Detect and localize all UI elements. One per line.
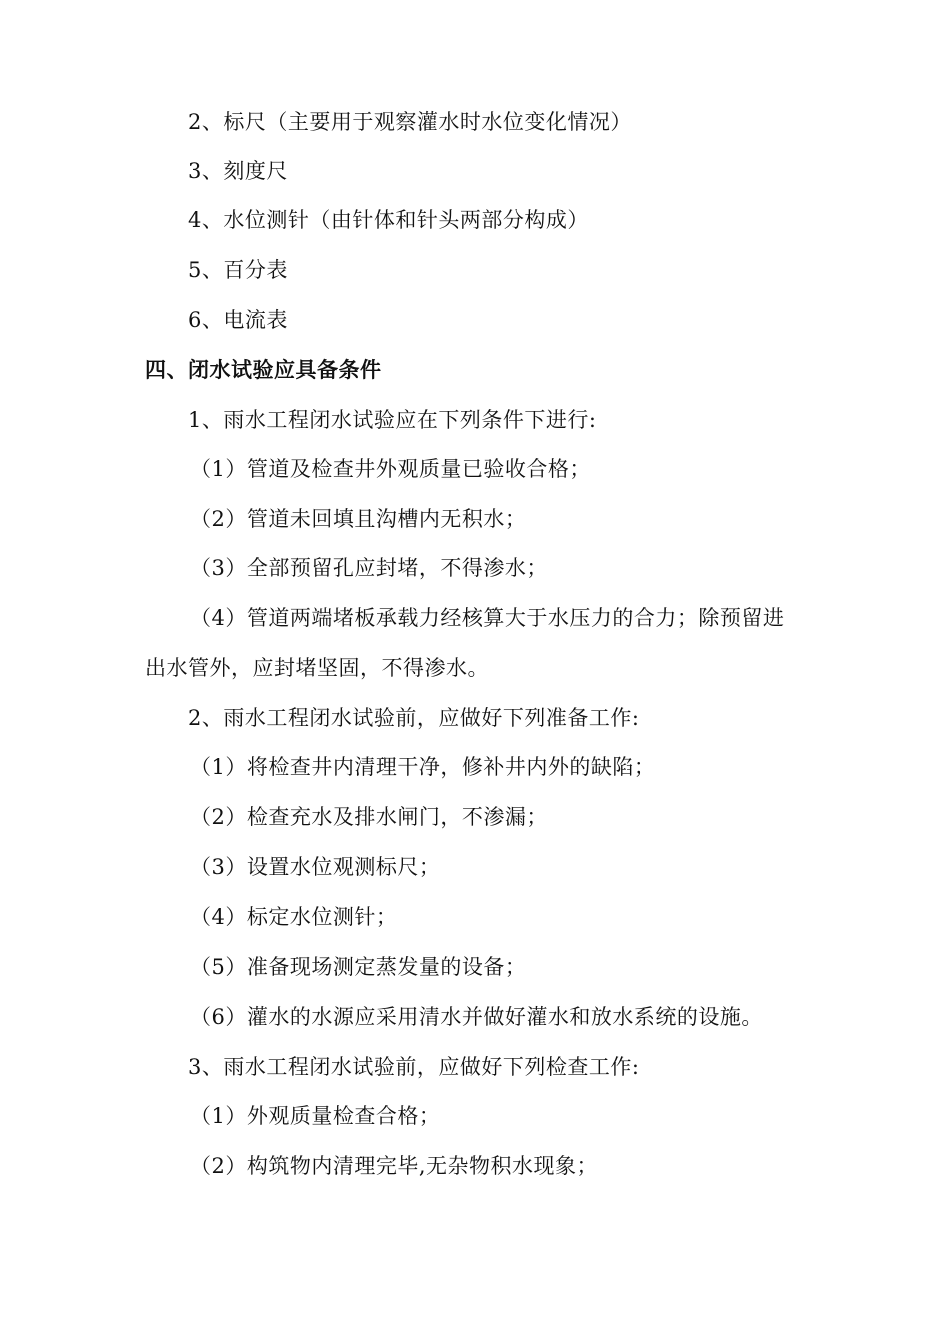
list-item-dial-gauge: 5、百分表: [188, 258, 288, 282]
paragraph-inspection-intro: 3、雨水工程闭水试验前，应做好下列检查工作:: [188, 1055, 640, 1079]
list-item-condition-4-continued: 出水管外，应封堵坚固，不得渗水。: [145, 656, 489, 680]
list-item-condition-4: （4）管道两端堵板承载力经核算大于水压力的合力；除预留进: [190, 606, 785, 630]
list-item-preparation-1: （1）将检查井内清理干净，修补井内外的缺陷；: [190, 755, 656, 779]
list-item-preparation-3: （3）设置水位观测标尺；: [190, 855, 441, 879]
list-item-preparation-6: （6）灌水的水源应采用清水并做好灌水和放水系统的设施。: [190, 1005, 763, 1029]
list-item-scale-ruler: 3、刻度尺: [188, 159, 288, 183]
list-item-preparation-4: （4）标定水位测针；: [190, 905, 398, 929]
list-item-ammeter: 6、电流表: [188, 308, 288, 332]
list-item-staff-gauge: 2、标尺（主要用于观察灌水时水位变化情况）: [188, 110, 632, 134]
list-item-condition-1: （1）管道及检查井外观质量已验收合格；: [190, 457, 591, 481]
section-heading-conditions: 四、闭水试验应具备条件: [145, 357, 382, 382]
list-item-inspection-1: （1）外观质量检查合格；: [190, 1104, 441, 1128]
list-item-condition-2: （2）管道未回填且沟槽内无积水；: [190, 507, 527, 531]
list-item-condition-3: （3）全部预留孔应封堵，不得渗水；: [190, 556, 548, 580]
list-item-preparation-5: （5）准备现场测定蒸发量的设备；: [190, 955, 527, 979]
list-item-preparation-2: （2）检查充水及排水闸门，不渗漏；: [190, 805, 548, 829]
paragraph-conditions-intro: 1、雨水工程闭水试验应在下列条件下进行:: [188, 408, 597, 432]
list-item-inspection-2: （2）构筑物内清理完毕,无杂物积水现象；: [190, 1154, 599, 1178]
list-item-water-level-probe: 4、水位测针（由针体和针头两部分构成）: [188, 208, 589, 232]
paragraph-preparation-intro: 2、雨水工程闭水试验前，应做好下列准备工作:: [188, 706, 640, 730]
